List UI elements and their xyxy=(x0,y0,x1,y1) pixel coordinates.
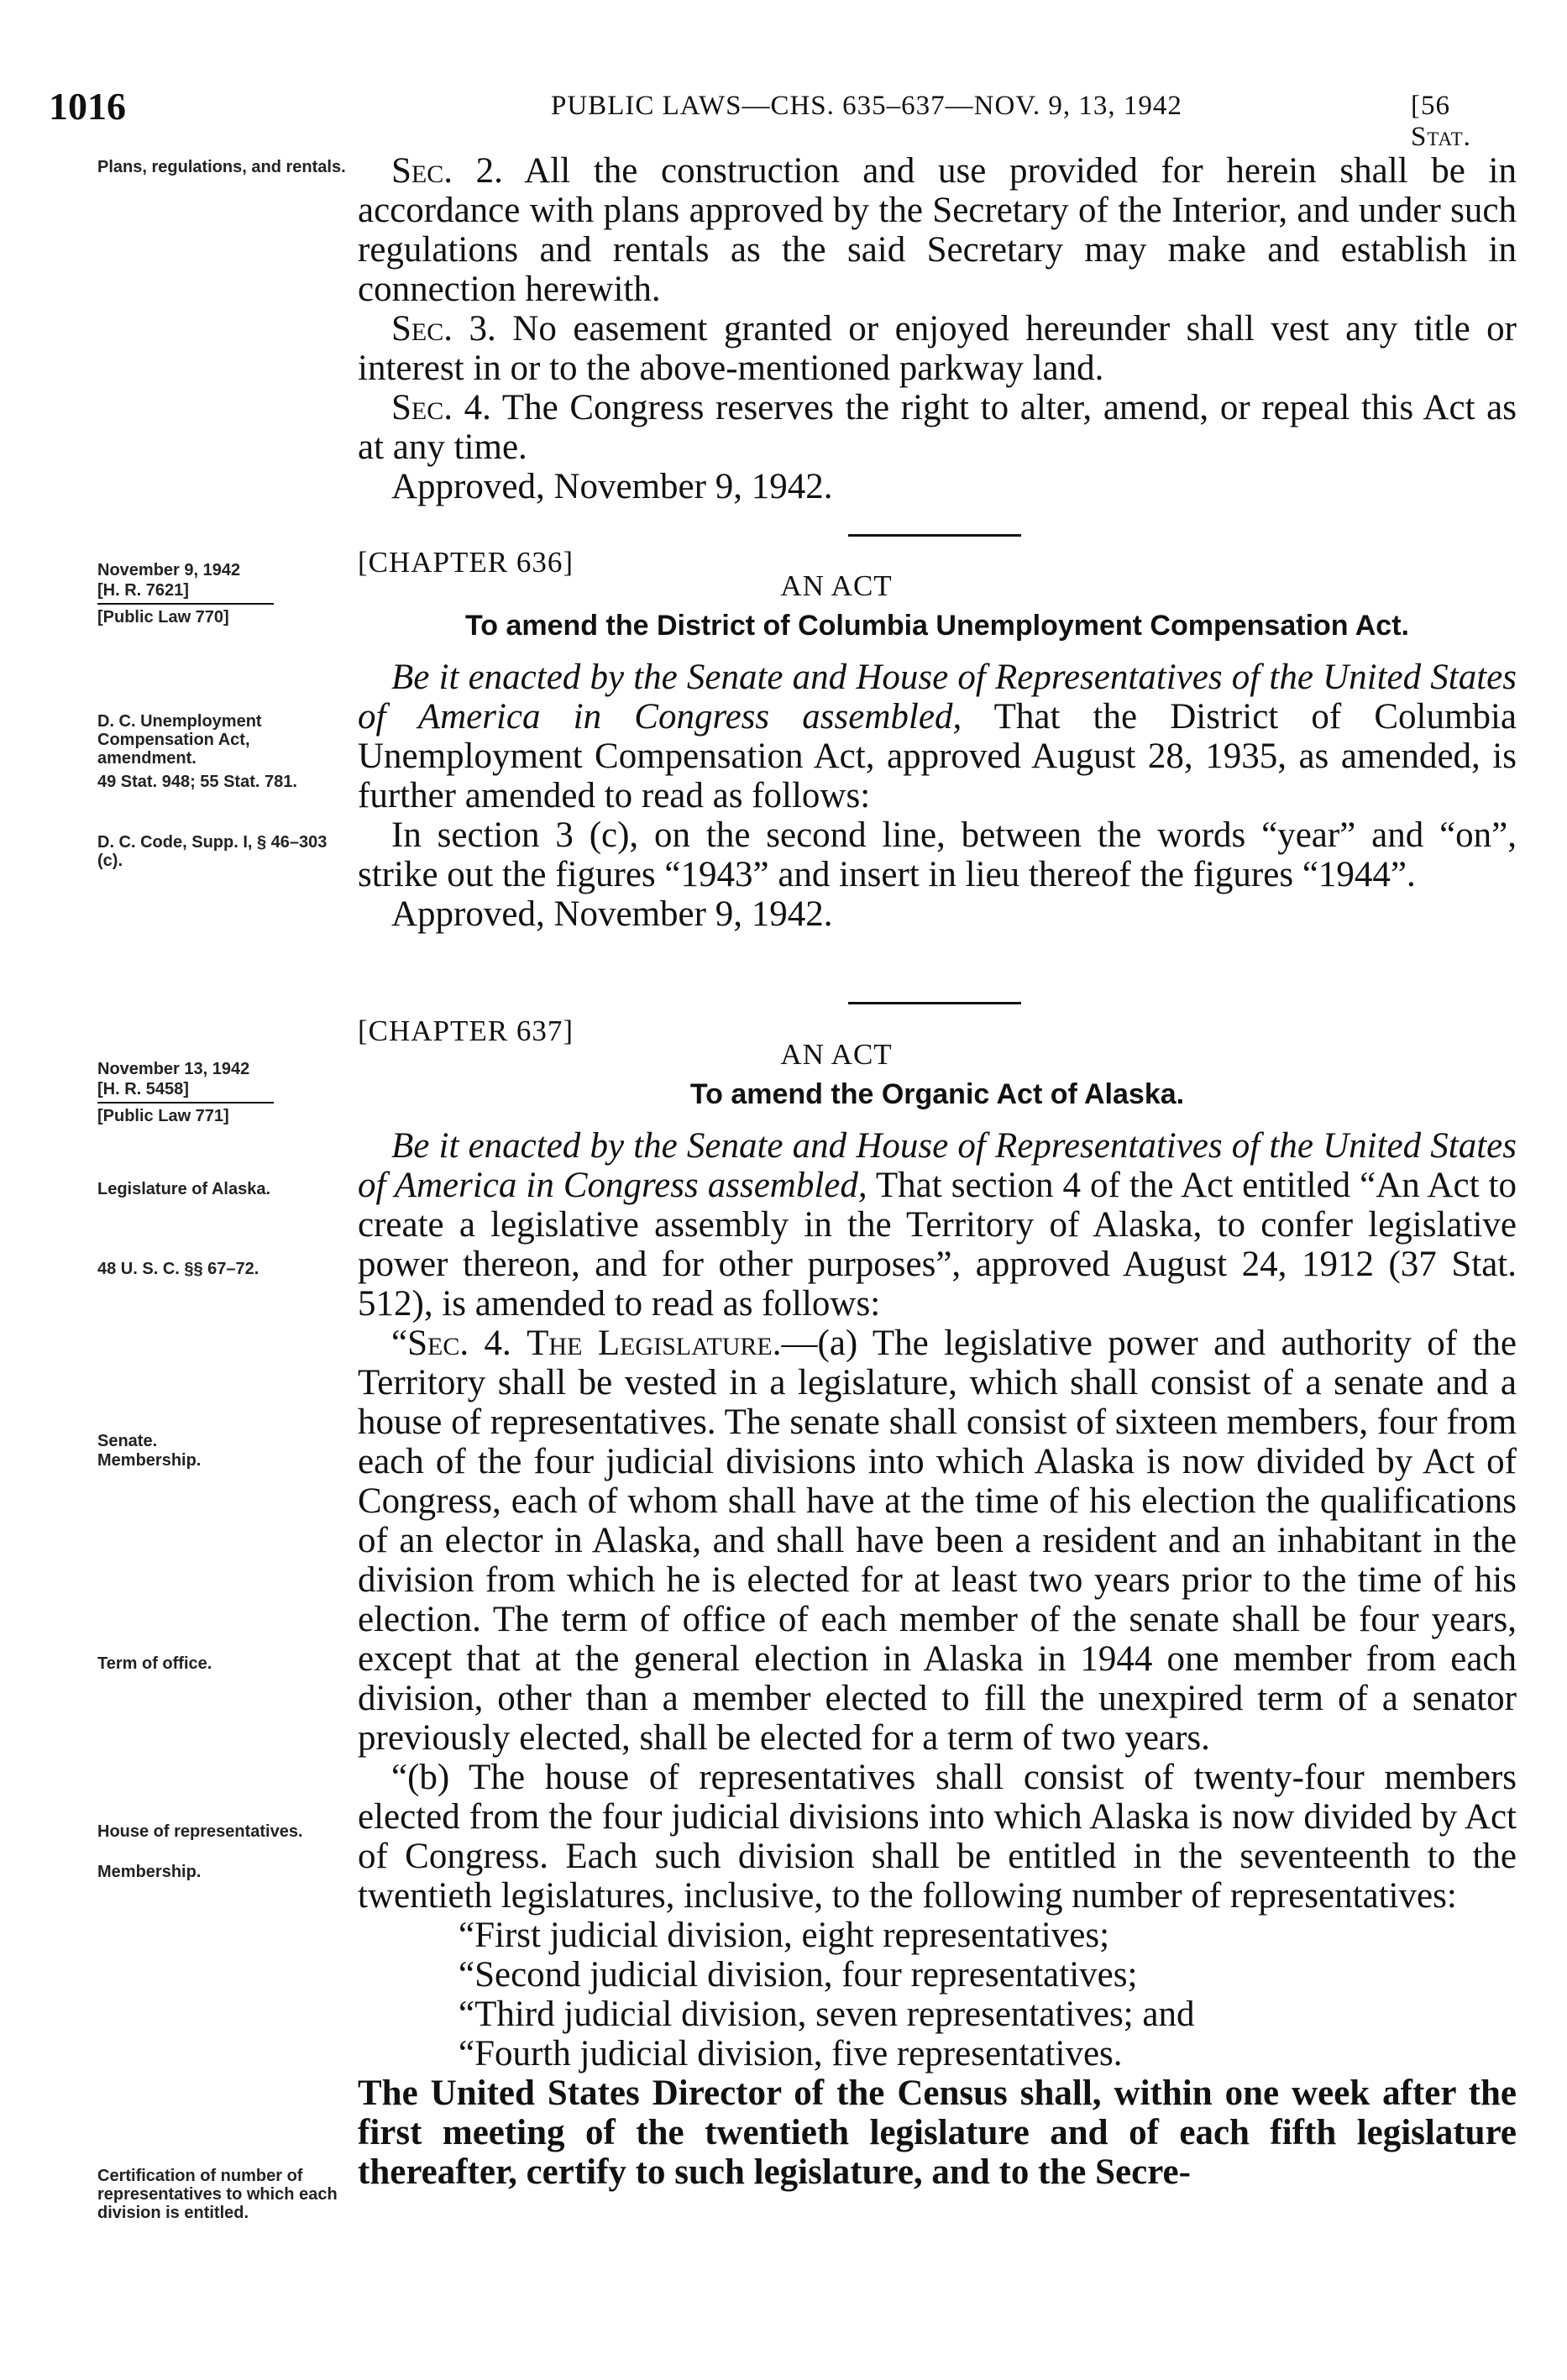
division-second: “Second judicial division, four representatives; xyxy=(459,1955,1138,1995)
sidenote-ch636-stat: 49 Stat. 948; 55 Stat. 781. xyxy=(97,773,297,791)
act-title: AN ACT xyxy=(780,569,893,602)
sidenote-plans: Plans, regulations, and rentals. xyxy=(97,158,346,176)
sidenote-ch636-subject: D. C. Unemployment Compensation Act, amendment. xyxy=(97,712,262,768)
sidenote-senate: Senate. xyxy=(97,1432,158,1450)
sidenote-ch636-code: D. C. Code, Supp. I, § 46–303 (c). xyxy=(97,833,328,870)
chapter-divider-rule xyxy=(848,534,1021,537)
sidenote-ch637-public-law: [Public Law 771] xyxy=(97,1107,229,1125)
chapter-637 xyxy=(358,1014,1517,2192)
sidenote-ch637-bill: [H. R. 5458] xyxy=(97,1080,189,1098)
sidenote-ch636-date: November 9, 1942 xyxy=(97,561,241,579)
page-header xyxy=(49,84,1517,152)
division-third: “Third judicial division, seven representatives; and xyxy=(459,1995,1195,2034)
section-2: Sec. 2. All the construction and use provided for herein shall be in accordance with plans approved by the Secretary of the Interior, and under such regulations and rentals as the said Secretary may make and establish in connection herewith. xyxy=(358,151,1517,309)
sidenote-rule xyxy=(97,603,274,605)
act-purpose: To amend the Organic Act of Alaska. xyxy=(689,1078,1185,1110)
division-fourth: “Fourth judicial division, five representatives. xyxy=(459,2034,1123,2073)
chapter-heading: [CHAPTER 637] xyxy=(358,1014,574,1047)
sidenote-senate-membership: Membership. xyxy=(97,1451,202,1470)
enacting-clause: Be it enacted by the Senate and House of Representatives of the United States of America in Congress assembled, That the District of Columbia Unemployment Compensation Act, approved August 28, 1935, as amended, is further amended to read as follows: xyxy=(358,658,1517,815)
section-3: Sec. 3. No easement granted or enjoyed hereunder shall vest any title or interest in or to the above-mentioned parkway land. xyxy=(358,309,1517,388)
amendment-text: In section 3 (c), on the second line, between the words “year” and “on”, strike out the figures “1943” and insert in lieu thereof the figures “1944”. xyxy=(358,815,1517,894)
sidenote-ch637-date: November 13, 1942 xyxy=(97,1060,250,1078)
sidenote-ch636-public-law: [Public Law 770] xyxy=(97,608,229,626)
sidenote-ch637-usc: 48 U. S. C. §§ 67–72. xyxy=(97,1260,259,1278)
division-first: “First judicial division, eight representatives; xyxy=(459,1916,1110,1955)
page-number: 1016 xyxy=(49,85,126,128)
approval-date: Approved, November 9, 1942. xyxy=(391,467,833,506)
chapter-636 xyxy=(358,546,1517,934)
chapter-635-conclusion xyxy=(358,151,1517,506)
enacting-clause: Be it enacted by the Senate and House of Representatives of the United States of America in Congress assembled, That section 4 of the Act entitled “An Act to create a legislative assembly in the Territory of Alaska, to confer legislative power thereon, and for other purposes”, approved August 24, 1912 (37 Stat. 512), is amended to read as follows: xyxy=(358,1126,1517,1324)
approval-date: Approved, November 9, 1942. xyxy=(391,894,833,934)
act-title: AN ACT xyxy=(780,1038,893,1071)
sidenote-certification: Certification of number of representatives to which each division is entitled. xyxy=(97,2167,338,2222)
sidenote-term-of-office: Term of office. xyxy=(97,1654,212,1673)
volume-reference: [56 Stat. xyxy=(1411,91,1471,152)
sidenote-ch636-bill: [H. R. 7621] xyxy=(97,581,189,600)
section-4-house: “(b) The house of representatives shall consist of twenty-four members elected from the four judicial divisions into which Alaska is now divided by Act of Congress. Each such division shall be entitled in the seventeenth to the twentieth legislatures, inclusive, to the following number of representatives: xyxy=(358,1758,1517,1916)
running-head: PUBLIC LAWS—CHS. 635–637—NOV. 9, 13, 1942 xyxy=(551,91,1182,121)
section-4: Sec. 4. The Congress reserves the right to alter, amend, or repeal this Act as at any time. xyxy=(358,388,1517,467)
act-purpose: To amend the District of Columbia Unemployment Compensation Act. xyxy=(465,610,1409,642)
certification-paragraph: The United States Director of the Census shall, within one week after the first meeting of the twentieth legislature and of each fifth legislature thereafter, certify to such legislature, and to the Secre- xyxy=(358,2073,1517,2192)
sidenote-house: House of representatives. xyxy=(97,1822,303,1841)
section-4-legislature: “Sec. 4. The Legislature.—(a) The legislative power and authority of the Territory shall be vested in a legislature, which shall consist of a senate and a house of representatives. The senate shall consist of sixteen members, four from each of the four judicial divisions into which Alaska is now divided by Act of Congress, each of whom shall have at the time of his election the qualifications of an elector in Alaska, and shall have been a resident and an inhabitant in the division from which he is elected for at least two years prior to the time of his election. The term of office of each member of the senate shall be four years, except that at the general election in Alaska in 1944 one member from each division, other than a member elected to fill the unexpired term of a senator previously elected, shall be elected for a term of two years. xyxy=(358,1324,1517,1758)
sidenote-ch637-subject: Legislature of Alaska. xyxy=(97,1180,270,1198)
chapter-divider-rule xyxy=(848,1002,1021,1004)
sidenote-rule xyxy=(97,1102,274,1104)
chapter-heading: [CHAPTER 636] xyxy=(358,546,574,579)
sidenote-house-membership: Membership. xyxy=(97,1863,202,1881)
